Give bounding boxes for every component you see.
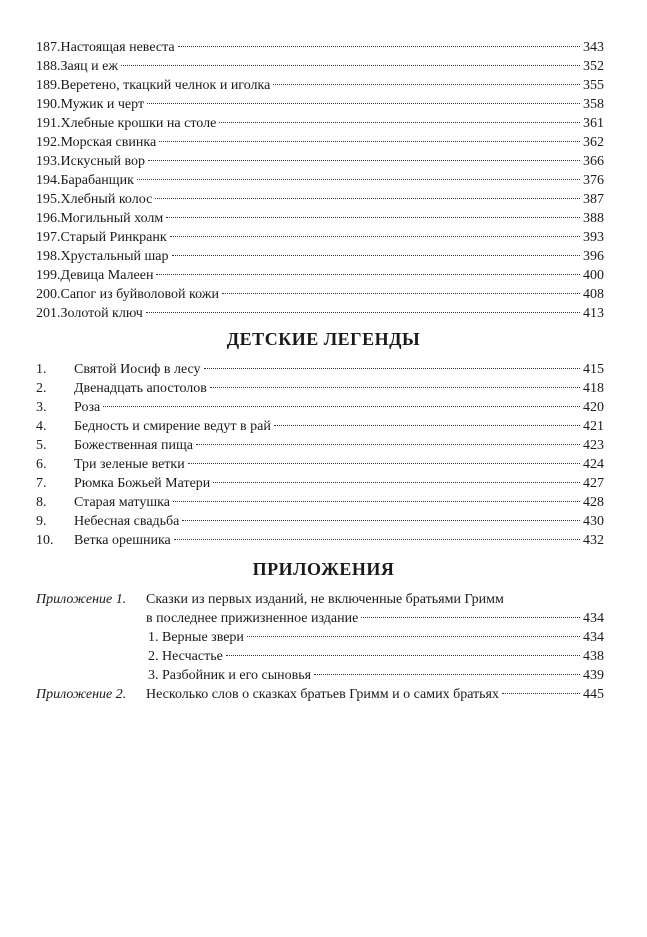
entry-page: 421 — [583, 419, 604, 434]
main-list — [36, 38, 604, 323]
toc-entry — [36, 76, 604, 95]
leader-dots — [182, 520, 580, 521]
appendix-1-line1 — [36, 590, 604, 609]
entry-page: 393 — [583, 230, 604, 245]
appendix-sub-page: 434 — [583, 630, 604, 645]
appendix-sub-entry — [36, 647, 604, 666]
entry-number: 193. — [36, 154, 61, 169]
appendix-1-label: Приложение 1. — [36, 592, 127, 607]
leader-dots — [156, 274, 580, 275]
appendix-list — [36, 590, 604, 704]
leader-dots — [273, 84, 580, 85]
entry-number: 3. — [36, 400, 47, 415]
entry-page: 352 — [583, 59, 604, 74]
entry-title: Могильный холм — [60, 211, 164, 226]
leader-dots — [196, 444, 580, 445]
entry-page: 343 — [583, 40, 604, 55]
entry-title: Морская свинка — [60, 135, 157, 150]
entry-page: 420 — [583, 400, 604, 415]
leader-dots — [219, 122, 580, 123]
toc-entry — [36, 228, 604, 247]
entry-title: Девица Малеен — [60, 268, 154, 283]
entry-title: Ветка орешника — [74, 533, 171, 548]
toc-entry — [36, 171, 604, 190]
toc-entry — [36, 133, 604, 152]
leader-dots — [170, 236, 580, 237]
entry-number: 199. — [36, 268, 61, 283]
entry-title: Рюмка Божьей Матери — [74, 476, 211, 491]
leader-dots — [204, 368, 580, 369]
leader-dots — [213, 482, 580, 483]
leader-dots — [103, 406, 580, 407]
toc-entry — [36, 493, 604, 512]
leader-dots — [274, 425, 580, 426]
toc-entry — [36, 360, 604, 379]
entry-title: Золотой ключ — [60, 306, 143, 321]
entry-title: Хлебный колос — [60, 192, 153, 207]
entry-number: 189. — [36, 78, 61, 93]
leader-dots — [361, 617, 580, 618]
entry-number: 198. — [36, 249, 61, 264]
entry-page: 427 — [583, 476, 604, 491]
leader-dots — [247, 636, 580, 637]
entry-page: 423 — [583, 438, 604, 453]
leader-dots — [148, 160, 580, 161]
leader-dots — [210, 387, 580, 388]
leader-dots — [314, 674, 580, 675]
appendix-1-title-line2: в последнее прижизненное издание — [146, 611, 359, 626]
appendix-sub-title: 1. Верные звери — [148, 630, 244, 645]
entry-number: 2. — [36, 381, 47, 396]
leader-dots — [159, 141, 580, 142]
toc-entry — [36, 152, 604, 171]
entry-title: Веретено, ткацкий челнок и иголка — [60, 78, 271, 93]
toc-entry — [36, 57, 604, 76]
entry-number: 4. — [36, 419, 47, 434]
entry-title: Божественная пища — [74, 438, 193, 453]
entry-title: Небесная свадьба — [74, 514, 180, 529]
entry-page: 432 — [583, 533, 604, 548]
appendix-2-line — [36, 685, 604, 704]
entry-number: 191. — [36, 116, 61, 131]
entry-page: 415 — [583, 362, 604, 377]
leader-dots — [121, 65, 580, 66]
legends-heading: ДЕТСКИЕ ЛЕГЕНДЫ — [226, 329, 421, 349]
toc-entry — [36, 417, 604, 436]
entry-number: 197. — [36, 230, 61, 245]
entry-title: Сапог из буйволовой кожи — [60, 287, 219, 302]
entry-title: Старый Ринкранк — [60, 230, 167, 245]
entry-page: 362 — [583, 135, 604, 150]
toc-entry — [36, 114, 604, 133]
entry-number: 9. — [36, 514, 47, 529]
leader-dots — [155, 198, 580, 199]
entry-page: 424 — [583, 457, 604, 472]
entry-title: Святой Иосиф в лесу — [74, 362, 201, 377]
leader-dots — [502, 693, 580, 694]
entry-title: Барабанщик — [60, 173, 134, 188]
entry-number: 192. — [36, 135, 61, 150]
toc-entry — [36, 285, 604, 304]
toc-entry — [36, 379, 604, 398]
appendix-sub-entry — [36, 628, 604, 647]
toc-entry — [36, 512, 604, 531]
appendix-2-label: Приложение 2. — [36, 687, 127, 702]
entry-number: 190. — [36, 97, 61, 112]
entry-page: 413 — [583, 306, 604, 321]
entry-number: 6. — [36, 457, 47, 472]
leader-dots — [188, 463, 580, 464]
toc-entry — [36, 304, 604, 323]
toc-entry — [36, 95, 604, 114]
appendix-2-title: Несколько слов о сказках братьев Гримм и о самих братьях — [146, 687, 500, 702]
appendix-sub-entry — [36, 666, 604, 685]
appendix-sub-title: 2. Несчастье — [148, 649, 223, 664]
leader-dots — [226, 655, 580, 656]
leader-dots — [146, 312, 580, 313]
toc-entry — [36, 474, 604, 493]
entry-page: 387 — [583, 192, 604, 207]
entry-title: Заяц и еж — [60, 59, 119, 74]
entry-number: 200. — [36, 287, 61, 302]
appendix-sub-page: 438 — [583, 649, 604, 664]
entry-page: 430 — [583, 514, 604, 529]
entry-title: Искусный вор — [60, 154, 146, 169]
leader-dots — [147, 103, 580, 104]
entry-number: 188. — [36, 59, 61, 74]
entry-title: Хлебные крошки на столе — [60, 116, 217, 131]
entry-page: 366 — [583, 154, 604, 169]
entry-title: Хрустальный шар — [60, 249, 169, 264]
leader-dots — [166, 217, 580, 218]
leader-dots — [174, 539, 580, 540]
leader-dots — [137, 179, 580, 180]
entry-number: 187. — [36, 40, 61, 55]
entry-page: 361 — [583, 116, 604, 131]
entry-page: 358 — [583, 97, 604, 112]
leader-dots — [178, 46, 580, 47]
entry-title: Настоящая невеста — [60, 40, 175, 55]
entry-title: Бедность и смирение ведут в рай — [74, 419, 271, 434]
entry-page: 400 — [583, 268, 604, 283]
entry-title: Мужик и черт — [60, 97, 145, 112]
entry-number: 196. — [36, 211, 61, 226]
appendix-sub-title: 3. Разбойник и его сыновья — [148, 668, 312, 683]
entry-title: Три зеленые ветки — [74, 457, 185, 472]
entry-title: Старая матушка — [74, 495, 170, 510]
entry-title: Двенадцать апостолов — [74, 381, 207, 396]
appendix-2-page: 445 — [583, 687, 604, 702]
entry-page: 396 — [583, 249, 604, 264]
appendix-1-title-line1: Сказки из первых изданий, не включенные братьями Гримм — [146, 592, 504, 607]
toc-entry — [36, 455, 604, 474]
leader-dots — [222, 293, 580, 294]
entry-page: 408 — [583, 287, 604, 302]
entry-title: Роза — [74, 400, 101, 415]
entry-number: 195. — [36, 192, 61, 207]
entry-number: 201. — [36, 306, 61, 321]
appendix-1-line2 — [36, 609, 604, 628]
entry-number: 5. — [36, 438, 47, 453]
entry-number: 8. — [36, 495, 47, 510]
toc-entry — [36, 247, 604, 266]
entry-number: 194. — [36, 173, 61, 188]
leader-dots — [172, 255, 580, 256]
appendix-1-page: 434 — [583, 611, 604, 626]
legends-list — [36, 360, 604, 550]
toc-entry — [36, 398, 604, 417]
toc-entry — [36, 531, 604, 550]
entry-number: 1. — [36, 362, 47, 377]
entry-page: 428 — [583, 495, 604, 510]
toc-entry — [36, 209, 604, 228]
toc-entry — [36, 190, 604, 209]
leader-dots — [173, 501, 580, 502]
appendix-sub-page: 439 — [583, 668, 604, 683]
entry-page: 355 — [583, 78, 604, 93]
entry-number: 10. — [36, 533, 54, 548]
toc-entry — [36, 436, 604, 455]
toc-entry — [36, 38, 604, 57]
toc-entry — [36, 266, 604, 285]
entry-page: 388 — [583, 211, 604, 226]
entry-number: 7. — [36, 476, 47, 491]
appendix-heading: ПРИЛОЖЕНИЯ — [252, 559, 395, 579]
entry-page: 418 — [583, 381, 604, 396]
entry-page: 376 — [583, 173, 604, 188]
